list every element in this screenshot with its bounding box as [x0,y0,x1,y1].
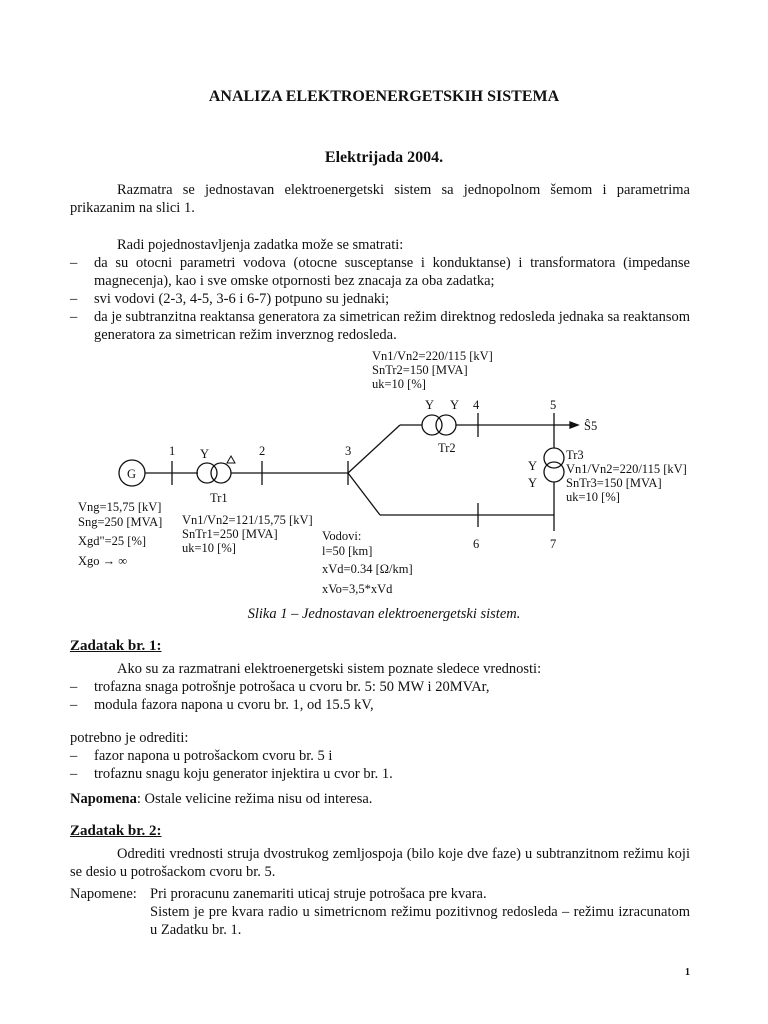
note-text: : Ostale velicine režima nisu od interesa. [136,791,373,807]
tr3-winding-label-bottom: Y [528,476,538,490]
assumptions-list [70,254,690,344]
tr2-winding-label-right: Y [450,398,460,412]
intro-paragraph: Razmatra se jednostavan elektroenergetski sistem sa jednopolnom šemom i parametrima prikazanim na slici 1. [70,182,690,216]
tr2-winding-label-left: Y [425,398,435,412]
task1-find-intro: potrebno je odrediti: [70,730,189,746]
generator-param: Sng=250 [MVA] [78,515,163,529]
node-label-1: 1 [169,444,176,458]
tr3-winding-bottom [544,462,564,482]
node-label-7: 7 [550,537,557,551]
lines-param: xVd=0.34 [Ω/km] [322,562,413,576]
tr3-winding-label-top: Y [528,459,538,473]
diagram-svg [70,345,700,600]
node-label-3: 3 [345,444,352,458]
one-line-diagram [70,345,700,600]
given-item: – modula fazora napona u cvoru br. 1, od 15.5 kV, [70,696,690,714]
tr1-param: Vn1/Vn2=121/15,75 [kV] [182,513,313,527]
tr1-delta-symbol [227,456,235,463]
tr1-param: SnTr1=250 [MVA] [182,527,278,541]
node-label-4: 4 [473,398,480,412]
assumption-item: – da je subtranzitna reaktansa generatora za simetrican režim direktnog redosleda jednaka sa reaktansom generatora za simetrican režim inverznog redosleda. [70,308,690,344]
task2-notes [150,885,690,939]
generator-label: G [127,467,137,481]
tr2-winding-right [436,415,456,435]
tr3-param: Vn1/Vn2=220/115 [kV] [566,462,687,476]
task1-given-list [70,678,690,714]
assumptions-intro: Radi pojednostavljenja zadatka može se smatrati: [117,237,404,253]
document-subtitle: Elektrijada 2004. [324,149,444,166]
figure-caption: Slika 1 – Jednostavan elektroenergetski sistem. [247,606,521,622]
tr3-param: uk=10 [%] [566,490,620,504]
task2-text: Odrediti vrednosti struja dvostrukog zemljospoja (bilo koje dve faze) u subtranzitnom režimu koji se desio u potrošackom cvoru br. 5. [70,846,690,880]
assumption-item: – da su otocni parametri vodova (otocne susceptanse i konduktanse) i transformatora (impedanse magnecenja), kao i sve omske otpornosti bez znacaja za oba zadatka; [70,254,690,290]
task1-note [70,790,690,808]
document-title: ANALIZA ELEKTROENERGETSKIH SISTEMA [208,88,560,105]
load-label: Ŝ5 [584,419,598,433]
tr3-name: Tr3 [566,448,584,462]
page-number: 1 [685,967,690,978]
find-item: – fazor napona u potrošackom cvoru br. 5 i [70,747,690,765]
tr2-param: uk=10 [%] [372,377,426,391]
given-item: – trofazna snaga potrošnje potrošaca u cvoru br. 5: 50 MW i 20MVAr, [70,678,690,696]
node-label-6: 6 [473,537,480,551]
node-label-5: 5 [550,398,557,412]
tr1-param: uk=10 [%] [182,541,236,555]
task1-find-list [70,747,690,783]
tr2-param: Vn1/Vn2=220/115 [kV] [372,349,493,363]
tr1-name: Tr1 [210,491,228,505]
note-label: Napomena [70,791,137,807]
task1-intro: Ako su za razmatrani elektroenergetski sistem poznate sledece vrednosti: [117,661,542,677]
node-label-2: 2 [259,444,266,458]
tr2-param: SnTr2=150 [MVA] [372,363,468,377]
load-arrow [570,422,578,428]
tr1-winding-label: Y [200,447,210,461]
tr3-param: SnTr3=150 [MVA] [566,476,662,490]
tr2-name: Tr2 [438,441,456,455]
task2-heading: Zadatak br. 2: [70,823,162,839]
task2-note-item: Sistem je pre kvara radio u simetricnom režimu pozitivnog redosleda – režimu izracunatom u Zadatku br. 1. [150,904,690,938]
assumption-item: – svi vodovi (2-3, 4-5, 3-6 i 6-7) potpuno su jednaki; [70,290,690,308]
find-item: – trofaznu snagu koju generator injektira u cvor br. 1. [70,765,690,783]
lines-param: l=50 [km] [322,544,373,558]
lines-param: xVo=3,5*xVd [322,582,393,596]
generator-param: Vng=15,75 [kV] [78,500,162,514]
task2-notes-label: Napomene: [70,886,137,902]
task2-note-item: Pri proracunu zanemariti uticaj struje potrošaca pre kvara. [150,886,487,902]
lines-title: Vodovi: [322,529,362,543]
task1-heading: Zadatak br. 1: [70,638,162,654]
generator-param: Xgo → ∞ [78,554,128,568]
tr1-winding-right [211,463,231,483]
generator-param: Xgd"=25 [%] [78,534,147,548]
